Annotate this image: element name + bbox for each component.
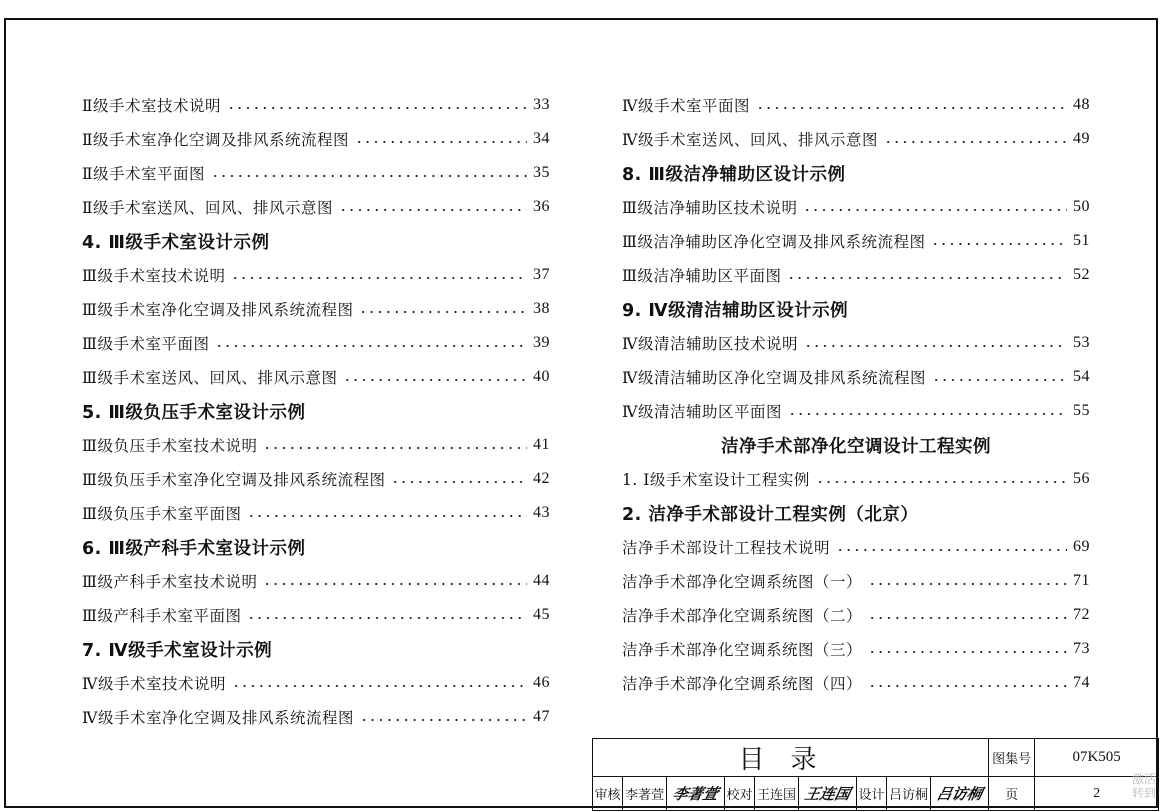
toc-entry-title: 洁净手术部净化空调系统图（二）	[622, 607, 863, 625]
toc-left-column	[82, 88, 550, 734]
toc-page-number: 39	[533, 334, 550, 351]
toc-entry	[622, 190, 1090, 224]
dot-leader	[836, 549, 1067, 551]
toc-entry	[622, 88, 1090, 122]
toc-page-number: 38	[533, 300, 550, 317]
design-name: 吕访桐	[887, 777, 931, 811]
toc-page-number: 53	[1073, 334, 1090, 351]
toc-entry-title: Ⅲ级洁净辅助区净化空调及排风系统流程图	[622, 233, 926, 251]
toc-entry	[82, 428, 550, 462]
dot-leader	[756, 107, 1067, 109]
toc-entry-title: Ⅳ级清洁辅助区平面图	[622, 403, 782, 421]
toc-entry-title: 洁净手术部净化空调系统图（四）	[622, 675, 863, 693]
toc-entry	[82, 156, 550, 190]
toc-entry	[82, 360, 550, 394]
dot-leader	[803, 209, 1067, 211]
toc-entry	[622, 666, 1090, 700]
toc-page-number: 71	[1073, 572, 1090, 589]
dot-leader	[868, 617, 1067, 619]
toc-page-number: 72	[1073, 606, 1090, 623]
toc-entry	[622, 122, 1090, 156]
toc-page-number: 35	[533, 164, 550, 181]
toc-page-number: 43	[533, 504, 550, 521]
review-label: 审核	[593, 777, 623, 811]
section-heading: 8. Ⅲ级洁净辅助区设计示例	[622, 164, 846, 185]
dot-leader	[232, 685, 527, 687]
toc-entry	[82, 88, 550, 122]
dot-leader	[804, 345, 1067, 347]
toc-page-number: 51	[1073, 232, 1090, 249]
toc-page-number: 73	[1073, 640, 1090, 657]
section-heading: 5. Ⅲ级负压手术室设计示例	[82, 402, 306, 423]
toc-entry-title: Ⅲ级手术室送风、回风、排风示意图	[82, 369, 338, 387]
section-heading: 9. Ⅳ级清洁辅助区设计示例	[622, 300, 849, 321]
toc-page-number: 41	[533, 436, 550, 453]
toc-entry	[622, 564, 1090, 598]
toc-entry-title: 洁净手术部设计工程技术说明	[622, 539, 831, 557]
dot-leader	[787, 277, 1067, 279]
dot-leader	[215, 345, 527, 347]
section-heading: 4. Ⅲ级手术室设计示例	[82, 232, 270, 253]
toc-page-number: 40	[533, 368, 550, 385]
toc-entry-title: Ⅳ级手术室送风、回风、排风示意图	[622, 131, 878, 149]
dot-leader	[359, 311, 527, 313]
toc-entry	[82, 462, 550, 496]
atlas-number: 07K505	[1035, 739, 1159, 777]
toc-entry-title: Ⅲ级负压手术室平面图	[82, 505, 242, 523]
toc-entry	[82, 292, 550, 326]
dot-leader	[932, 379, 1067, 381]
toc-entry	[82, 190, 550, 224]
toc-entry-title: Ⅳ级手术室净化空调及排风系统流程图	[82, 709, 354, 727]
toc-entry-title: Ⅲ级产科手术室技术说明	[82, 573, 258, 591]
title-block	[592, 738, 1158, 808]
watermark-line-2: 转到	[1132, 786, 1157, 800]
toc-entry	[82, 258, 550, 292]
toc-entry-title: Ⅱ级手术室净化空调及排风系统流程图	[82, 131, 350, 149]
dot-leader	[884, 141, 1067, 143]
watermark	[1132, 772, 1156, 800]
toc-entry-title: Ⅲ级负压手术室技术说明	[82, 437, 258, 455]
dot-leader	[931, 243, 1067, 245]
toc-entry	[82, 564, 550, 598]
toc-entry	[82, 598, 550, 632]
toc-entry-title: Ⅳ级手术室技术说明	[82, 675, 226, 693]
toc-page-number: 49	[1073, 130, 1090, 147]
toc-entry	[622, 224, 1090, 258]
toc-entry	[82, 666, 550, 700]
toc-page-number: 50	[1073, 198, 1090, 215]
toc-entry	[622, 258, 1090, 292]
dot-leader	[360, 719, 527, 721]
toc-entry	[622, 326, 1090, 360]
check-label: 校对	[725, 777, 755, 811]
section-heading: 2. 洁净手术部设计工程实例（北京）	[622, 504, 919, 525]
dot-leader	[231, 277, 527, 279]
toc-page-number: 74	[1073, 674, 1090, 691]
toc-page-number: 52	[1073, 266, 1090, 283]
dot-leader	[816, 481, 1067, 483]
review-signature	[667, 777, 725, 811]
toc-entry	[622, 632, 1090, 666]
dot-leader	[227, 107, 527, 109]
dot-leader	[343, 379, 527, 381]
toc-page-number: 42	[533, 470, 550, 487]
dot-leader	[263, 447, 527, 449]
toc-entry	[82, 326, 550, 360]
design-signature-text: 吕访桐	[935, 785, 984, 803]
watermark-line-1: 激活	[1132, 772, 1157, 786]
toc-entry	[622, 462, 1090, 496]
toc-entry	[82, 122, 550, 156]
toc-entry-title: Ⅲ级手术室净化空调及排风系统流程图	[82, 301, 354, 319]
drawing-title: 目录	[593, 739, 989, 777]
toc-entry-title: Ⅱ级手术室送风、回风、排风示意图	[82, 199, 334, 217]
toc-entry-title: Ⅱ级手术室平面图	[82, 165, 206, 183]
atlas-number-label: 图集号	[989, 739, 1035, 777]
page-number: 2	[1035, 777, 1159, 811]
dot-leader	[247, 515, 527, 517]
toc-page-number: 44	[533, 572, 550, 589]
check-signature-text: 王连国	[802, 785, 852, 803]
check-name: 王连国	[755, 777, 799, 811]
toc-right-column	[622, 88, 1090, 700]
review-name: 李著萱	[623, 777, 667, 811]
toc-page-number: 34	[533, 130, 550, 147]
dot-leader	[247, 617, 527, 619]
toc-entry-title: 1. Ⅰ级手术室设计工程实例	[622, 471, 810, 489]
check-signature	[799, 777, 857, 811]
toc-page-number: 48	[1073, 96, 1090, 113]
page-label: 页	[989, 777, 1035, 811]
dot-leader	[788, 413, 1067, 415]
toc-entry	[82, 496, 550, 530]
dot-leader	[868, 651, 1067, 653]
toc-entry	[622, 360, 1090, 394]
part-heading: 洁净手术部净化空调设计工程实例	[721, 436, 991, 457]
toc-entry-title: Ⅱ级手术室技术说明	[82, 97, 222, 115]
design-signature	[931, 777, 989, 811]
dot-leader	[868, 583, 1067, 585]
toc-entry	[622, 530, 1090, 564]
toc-entry	[622, 394, 1090, 428]
toc-page-number: 55	[1073, 402, 1090, 419]
section-heading: 7. Ⅳ级手术室设计示例	[82, 640, 273, 661]
toc-entry-title: Ⅲ级洁净辅助区平面图	[622, 267, 782, 285]
toc-entry-title: Ⅲ级洁净辅助区技术说明	[622, 199, 798, 217]
toc-page-number: 37	[533, 266, 550, 283]
toc-page-number: 47	[533, 708, 550, 725]
toc-page-number: 56	[1073, 470, 1090, 487]
dot-leader	[211, 175, 527, 177]
toc-page-number: 46	[533, 674, 550, 691]
toc-page-number: 33	[533, 96, 550, 113]
dot-leader	[391, 481, 527, 483]
toc-entry-title: Ⅳ级清洁辅助区技术说明	[622, 335, 798, 353]
toc-entry-title: Ⅳ级手术室平面图	[622, 97, 750, 115]
dot-leader	[263, 583, 527, 585]
dot-leader	[339, 209, 527, 211]
toc-entry-title: Ⅲ级负压手术室净化空调及排风系统流程图	[82, 471, 386, 489]
design-label: 设计	[857, 777, 887, 811]
dot-leader	[355, 141, 527, 143]
toc-entry-title: Ⅲ级手术室技术说明	[82, 267, 226, 285]
toc-entry	[82, 700, 550, 734]
toc-page-number: 54	[1073, 368, 1090, 385]
toc-entry-title: 洁净手术部净化空调系统图（三）	[622, 641, 863, 659]
toc-entry-title: Ⅲ级产科手术室平面图	[82, 607, 242, 625]
review-signature-text: 李著萱	[670, 785, 720, 803]
toc-entry-title: 洁净手术部净化空调系统图（一）	[622, 573, 863, 591]
dot-leader	[868, 685, 1067, 687]
toc-entry-title: Ⅲ级手术室平面图	[82, 335, 210, 353]
section-heading: 6. Ⅲ级产科手术室设计示例	[82, 538, 306, 559]
toc-entry-title: Ⅳ级清洁辅助区净化空调及排风系统流程图	[622, 369, 926, 387]
toc-page-number: 69	[1073, 538, 1090, 555]
toc-page-number: 45	[533, 606, 550, 623]
toc-entry	[622, 598, 1090, 632]
toc-page-number: 36	[533, 198, 550, 215]
